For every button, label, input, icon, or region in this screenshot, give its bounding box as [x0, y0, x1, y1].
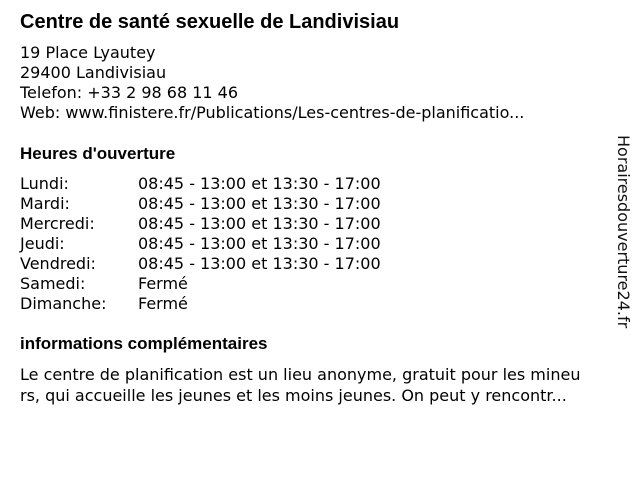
day-label: Dimanche:: [20, 294, 107, 313]
hours-value: Fermé: [138, 274, 188, 293]
info-line: rs, qui accueille les jeunes et les moins jeunes. On peut y rencontr...: [20, 386, 567, 405]
hours-value: 08:45 - 13:00 et 13:30 - 17:00: [138, 194, 381, 213]
hours-row-friday: [20, 254, 381, 274]
watermark-label: [612, 135, 634, 345]
hours-value: Fermé: [138, 294, 188, 313]
day-label: Mercredi:: [20, 214, 95, 233]
hours-value: 08:45 - 13:00 et 13:30 - 17:00: [138, 214, 381, 233]
website-link[interactable]: Web: www.finistere.fr/Publications/Les-centres-de-planificatio...: [20, 103, 525, 122]
hours-row-thursday: [20, 234, 381, 254]
day-label: Samedi:: [20, 274, 86, 293]
day-label: Mardi:: [20, 194, 70, 213]
info-line: Le centre de planification est un lieu anonyme, gratuit pour les mineu: [20, 365, 581, 384]
opening-hours-heading: Heures d'ouverture: [20, 144, 176, 163]
city-address: 29400 Landivisiau: [20, 63, 167, 82]
opening-hours-table: [20, 174, 381, 314]
watermark-text: Horairesdouverture24.fr: [614, 135, 633, 329]
hours-row-wednesday: [20, 214, 381, 234]
street-address: 19 Place Lyautey: [20, 43, 156, 62]
hours-value: 08:45 - 13:00 et 13:30 - 17:00: [138, 174, 381, 193]
additional-info-text: [20, 364, 620, 406]
phone-number: Telefon: +33 2 98 68 11 46: [20, 83, 239, 102]
day-label: Jeudi:: [20, 234, 65, 253]
hours-value: 08:45 - 13:00 et 13:30 - 17:00: [138, 234, 381, 253]
hours-row-tuesday: [20, 194, 381, 214]
day-label: Vendredi:: [20, 254, 96, 273]
day-label: Lundi:: [20, 174, 69, 193]
page-title: Centre de santé sexuelle de Landivisiau: [20, 11, 400, 33]
hours-row-saturday: [20, 274, 381, 294]
address-block: [20, 43, 524, 123]
additional-info-heading: informations complémentaires: [20, 334, 268, 353]
hours-value: 08:45 - 13:00 et 13:30 - 17:00: [138, 254, 381, 273]
hours-row-monday: [20, 174, 381, 194]
hours-row-sunday: [20, 294, 381, 314]
